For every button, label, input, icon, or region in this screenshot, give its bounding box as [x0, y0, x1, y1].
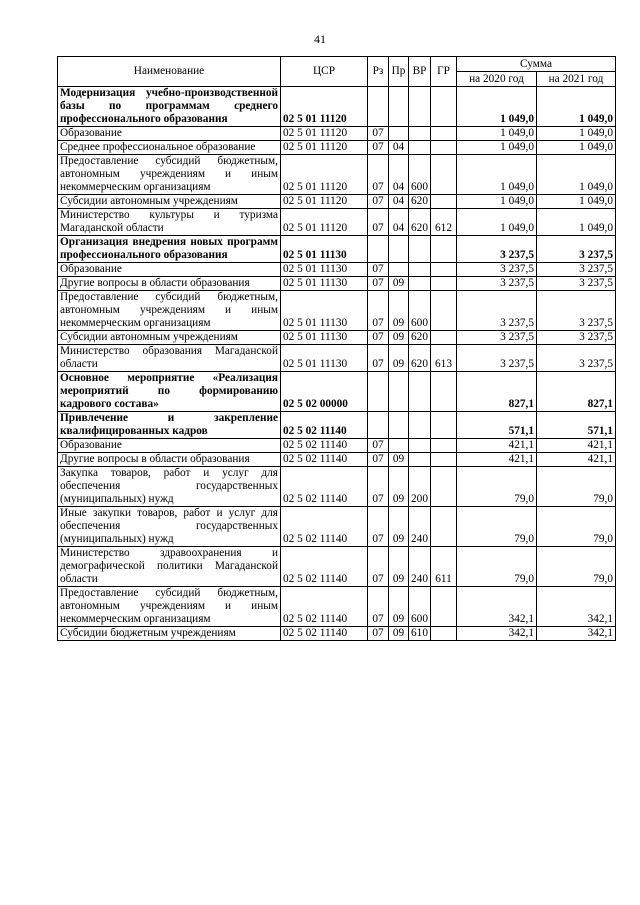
row-vr — [409, 372, 431, 412]
row-csr: 02 5 02 11140 — [281, 439, 368, 453]
row-name: Среднее профессиональное образование — [58, 141, 281, 155]
row-sum-2021: 3 237,5 — [537, 277, 616, 291]
row-gr — [431, 141, 457, 155]
row-gr: 612 — [431, 209, 457, 236]
row-pr: 04 — [389, 195, 409, 209]
row-sum-2021: 79,0 — [537, 467, 616, 507]
row-gr — [431, 331, 457, 345]
row-pr: 09 — [389, 587, 409, 627]
row-pr — [389, 263, 409, 277]
row-vr — [409, 439, 431, 453]
row-sum-2020: 571,1 — [457, 412, 537, 439]
row-name: Образование — [58, 439, 281, 453]
row-rz: 07 — [368, 345, 389, 372]
budget-table — [57, 56, 616, 641]
row-sum-2021: 1 049,0 — [537, 155, 616, 195]
row-sum-2021: 571,1 — [537, 412, 616, 439]
row-vr — [409, 127, 431, 141]
row-rz: 07 — [368, 127, 389, 141]
row-sum-2020: 3 237,5 — [457, 263, 537, 277]
row-name: Образование — [58, 263, 281, 277]
header-pr: Пр — [389, 57, 409, 87]
row-csr: 02 5 02 11140 — [281, 587, 368, 627]
row-pr — [389, 127, 409, 141]
row-sum-2020: 79,0 — [457, 507, 537, 547]
row-csr: 02 5 02 11140 — [281, 507, 368, 547]
table-row — [58, 627, 616, 641]
row-sum-2020: 1 049,0 — [457, 209, 537, 236]
row-sum-2020: 79,0 — [457, 547, 537, 587]
row-name: Другие вопросы в области образования — [58, 453, 281, 467]
row-gr: 611 — [431, 547, 457, 587]
row-csr: 02 5 01 11120 — [281, 209, 368, 236]
row-name: Модернизация учебно-производственной базы по программам среднего профессионального образования — [58, 87, 281, 127]
row-sum-2020: 421,1 — [457, 453, 537, 467]
table-row — [58, 155, 616, 195]
row-sum-2021: 1 049,0 — [537, 127, 616, 141]
row-rz — [368, 412, 389, 439]
table-body — [58, 87, 616, 641]
row-pr: 04 — [389, 209, 409, 236]
row-sum-2021: 342,1 — [537, 627, 616, 641]
header-year-2021: на 2021 год — [537, 72, 616, 87]
row-csr: 02 5 01 11130 — [281, 331, 368, 345]
row-pr — [389, 439, 409, 453]
row-pr: 09 — [389, 467, 409, 507]
row-sum-2021: 421,1 — [537, 453, 616, 467]
row-gr — [431, 453, 457, 467]
row-pr: 04 — [389, 155, 409, 195]
table-row — [58, 587, 616, 627]
row-csr: 02 5 01 11120 — [281, 87, 368, 127]
row-pr — [389, 236, 409, 263]
row-sum-2021: 3 237,5 — [537, 291, 616, 331]
row-name: Субсидии бюджетным учреждениям — [58, 627, 281, 641]
row-sum-2020: 1 049,0 — [457, 87, 537, 127]
row-sum-2021: 1 049,0 — [537, 141, 616, 155]
row-rz — [368, 372, 389, 412]
row-pr: 09 — [389, 345, 409, 372]
row-name: Образование — [58, 127, 281, 141]
row-vr: 620 — [409, 331, 431, 345]
row-name: Организация внедрения новых программ профессионального образования — [58, 236, 281, 263]
row-gr — [431, 439, 457, 453]
row-name: Привлечение и закрепление квалифицированных кадров — [58, 412, 281, 439]
row-csr: 02 5 02 11140 — [281, 412, 368, 439]
row-name: Субсидии автономным учреждениям — [58, 195, 281, 209]
table-row — [58, 345, 616, 372]
header-sum: Сумма — [457, 57, 616, 72]
row-csr: 02 5 01 11130 — [281, 291, 368, 331]
table-row — [58, 141, 616, 155]
row-rz: 07 — [368, 507, 389, 547]
header-row — [58, 57, 616, 72]
row-pr: 09 — [389, 277, 409, 291]
table-row — [58, 412, 616, 439]
row-gr — [431, 87, 457, 127]
row-vr: 620 — [409, 345, 431, 372]
row-vr: 610 — [409, 627, 431, 641]
row-rz: 07 — [368, 467, 389, 507]
row-gr — [431, 372, 457, 412]
row-name: Субсидии автономным учреждениям — [58, 331, 281, 345]
row-name: Основное мероприятие «Реализация мероприятий по формированию кадрового состава» — [58, 372, 281, 412]
row-sum-2021: 3 237,5 — [537, 236, 616, 263]
row-gr — [431, 291, 457, 331]
row-sum-2021: 79,0 — [537, 507, 616, 547]
row-rz: 07 — [368, 291, 389, 331]
row-sum-2021: 3 237,5 — [537, 263, 616, 277]
row-rz: 07 — [368, 195, 389, 209]
row-name: Предоставление субсидий бюджетным, автономным учреждениям и иным некоммерческим организациям — [58, 291, 281, 331]
table-row — [58, 439, 616, 453]
row-csr: 02 5 01 11120 — [281, 127, 368, 141]
row-csr: 02 5 02 11140 — [281, 467, 368, 507]
row-gr — [431, 412, 457, 439]
row-pr — [389, 372, 409, 412]
row-gr — [431, 587, 457, 627]
row-sum-2020: 1 049,0 — [457, 155, 537, 195]
row-name: Другие вопросы в области образования — [58, 277, 281, 291]
row-pr — [389, 87, 409, 127]
row-sum-2020: 3 237,5 — [457, 236, 537, 263]
row-gr — [431, 236, 457, 263]
row-rz: 07 — [368, 439, 389, 453]
row-csr: 02 5 01 11130 — [281, 277, 368, 291]
row-csr: 02 5 02 11140 — [281, 627, 368, 641]
table-row — [58, 195, 616, 209]
table-row — [58, 291, 616, 331]
row-sum-2020: 342,1 — [457, 587, 537, 627]
row-gr — [431, 195, 457, 209]
row-sum-2021: 827,1 — [537, 372, 616, 412]
row-sum-2020: 827,1 — [457, 372, 537, 412]
row-name: Закупка товаров, работ и услуг для обеспечения государственных (муниципальных) нужд — [58, 467, 281, 507]
row-sum-2021: 1 049,0 — [537, 195, 616, 209]
row-vr — [409, 236, 431, 263]
row-name: Министерство образования Магаданской области — [58, 345, 281, 372]
row-sum-2020: 3 237,5 — [457, 345, 537, 372]
header-gr: ГР — [431, 57, 457, 87]
row-name: Иные закупки товаров, работ и услуг для обеспечения государственных (муниципальных) нужд — [58, 507, 281, 547]
row-csr: 02 5 02 00000 — [281, 372, 368, 412]
row-rz: 07 — [368, 331, 389, 345]
row-csr: 02 5 01 11120 — [281, 141, 368, 155]
row-csr: 02 5 01 11120 — [281, 195, 368, 209]
row-vr — [409, 412, 431, 439]
table-row — [58, 277, 616, 291]
header-year-2020: на 2020 год — [457, 72, 537, 87]
row-sum-2020: 1 049,0 — [457, 195, 537, 209]
row-name: Предоставление субсидий бюджетным, автономным учреждениям и иным некоммерческим организациям — [58, 155, 281, 195]
row-sum-2020: 1 049,0 — [457, 141, 537, 155]
row-vr: 240 — [409, 547, 431, 587]
row-vr: 600 — [409, 155, 431, 195]
row-gr — [431, 507, 457, 547]
row-rz — [368, 87, 389, 127]
row-sum-2021: 3 237,5 — [537, 331, 616, 345]
row-csr: 02 5 01 11130 — [281, 263, 368, 277]
row-vr: 620 — [409, 209, 431, 236]
table-row — [58, 547, 616, 587]
row-gr — [431, 277, 457, 291]
row-csr: 02 5 01 11130 — [281, 345, 368, 372]
row-name: Министерство здравоохранения и демографической политики Магаданской области — [58, 547, 281, 587]
row-sum-2021: 342,1 — [537, 587, 616, 627]
row-vr: 240 — [409, 507, 431, 547]
row-sum-2021: 421,1 — [537, 439, 616, 453]
row-gr — [431, 127, 457, 141]
row-sum-2020: 79,0 — [457, 467, 537, 507]
row-rz: 07 — [368, 277, 389, 291]
table-row — [58, 453, 616, 467]
row-pr: 09 — [389, 453, 409, 467]
row-rz — [368, 236, 389, 263]
row-gr — [431, 627, 457, 641]
table-row — [58, 507, 616, 547]
row-sum-2021: 79,0 — [537, 547, 616, 587]
row-sum-2021: 3 237,5 — [537, 345, 616, 372]
row-sum-2021: 1 049,0 — [537, 87, 616, 127]
row-pr: 09 — [389, 627, 409, 641]
row-vr — [409, 277, 431, 291]
page-number: 41 — [314, 32, 326, 46]
table-row — [58, 467, 616, 507]
table-row — [58, 87, 616, 127]
row-vr — [409, 263, 431, 277]
table-row — [58, 209, 616, 236]
table-row — [58, 331, 616, 345]
row-rz: 07 — [368, 627, 389, 641]
table-row — [58, 263, 616, 277]
row-rz: 07 — [368, 263, 389, 277]
row-csr: 02 5 02 11140 — [281, 547, 368, 587]
row-sum-2020: 421,1 — [457, 439, 537, 453]
row-pr — [389, 412, 409, 439]
row-gr — [431, 263, 457, 277]
row-sum-2020: 3 237,5 — [457, 291, 537, 331]
row-vr: 620 — [409, 195, 431, 209]
row-rz: 07 — [368, 155, 389, 195]
row-pr: 09 — [389, 291, 409, 331]
row-vr: 200 — [409, 467, 431, 507]
row-gr — [431, 155, 457, 195]
row-vr — [409, 141, 431, 155]
header-name: Наименование — [58, 57, 281, 87]
row-rz: 07 — [368, 141, 389, 155]
row-sum-2020: 3 237,5 — [457, 277, 537, 291]
header-vr: ВР — [409, 57, 431, 87]
row-vr — [409, 453, 431, 467]
row-pr: 09 — [389, 507, 409, 547]
table-row — [58, 236, 616, 263]
row-csr: 02 5 02 11140 — [281, 453, 368, 467]
row-vr: 600 — [409, 587, 431, 627]
row-sum-2020: 3 237,5 — [457, 331, 537, 345]
row-rz: 07 — [368, 587, 389, 627]
row-csr: 02 5 01 11130 — [281, 236, 368, 263]
row-name: Министерство культуры и туризма Магаданской области — [58, 209, 281, 236]
row-sum-2020: 342,1 — [457, 627, 537, 641]
row-sum-2020: 1 049,0 — [457, 127, 537, 141]
row-gr — [431, 467, 457, 507]
table-row — [58, 372, 616, 412]
header-rz: Рз — [368, 57, 389, 87]
row-rz: 07 — [368, 453, 389, 467]
row-rz: 07 — [368, 547, 389, 587]
row-gr: 613 — [431, 345, 457, 372]
row-vr: 600 — [409, 291, 431, 331]
row-rz: 07 — [368, 209, 389, 236]
row-csr: 02 5 01 11120 — [281, 155, 368, 195]
header-csr: ЦСР — [281, 57, 368, 87]
row-vr — [409, 87, 431, 127]
row-pr: 09 — [389, 547, 409, 587]
row-pr: 04 — [389, 141, 409, 155]
table-row — [58, 127, 616, 141]
row-pr: 09 — [389, 331, 409, 345]
row-sum-2021: 1 049,0 — [537, 209, 616, 236]
row-name: Предоставление субсидий бюджетным, автономным учреждениям и иным некоммерческим организациям — [58, 587, 281, 627]
